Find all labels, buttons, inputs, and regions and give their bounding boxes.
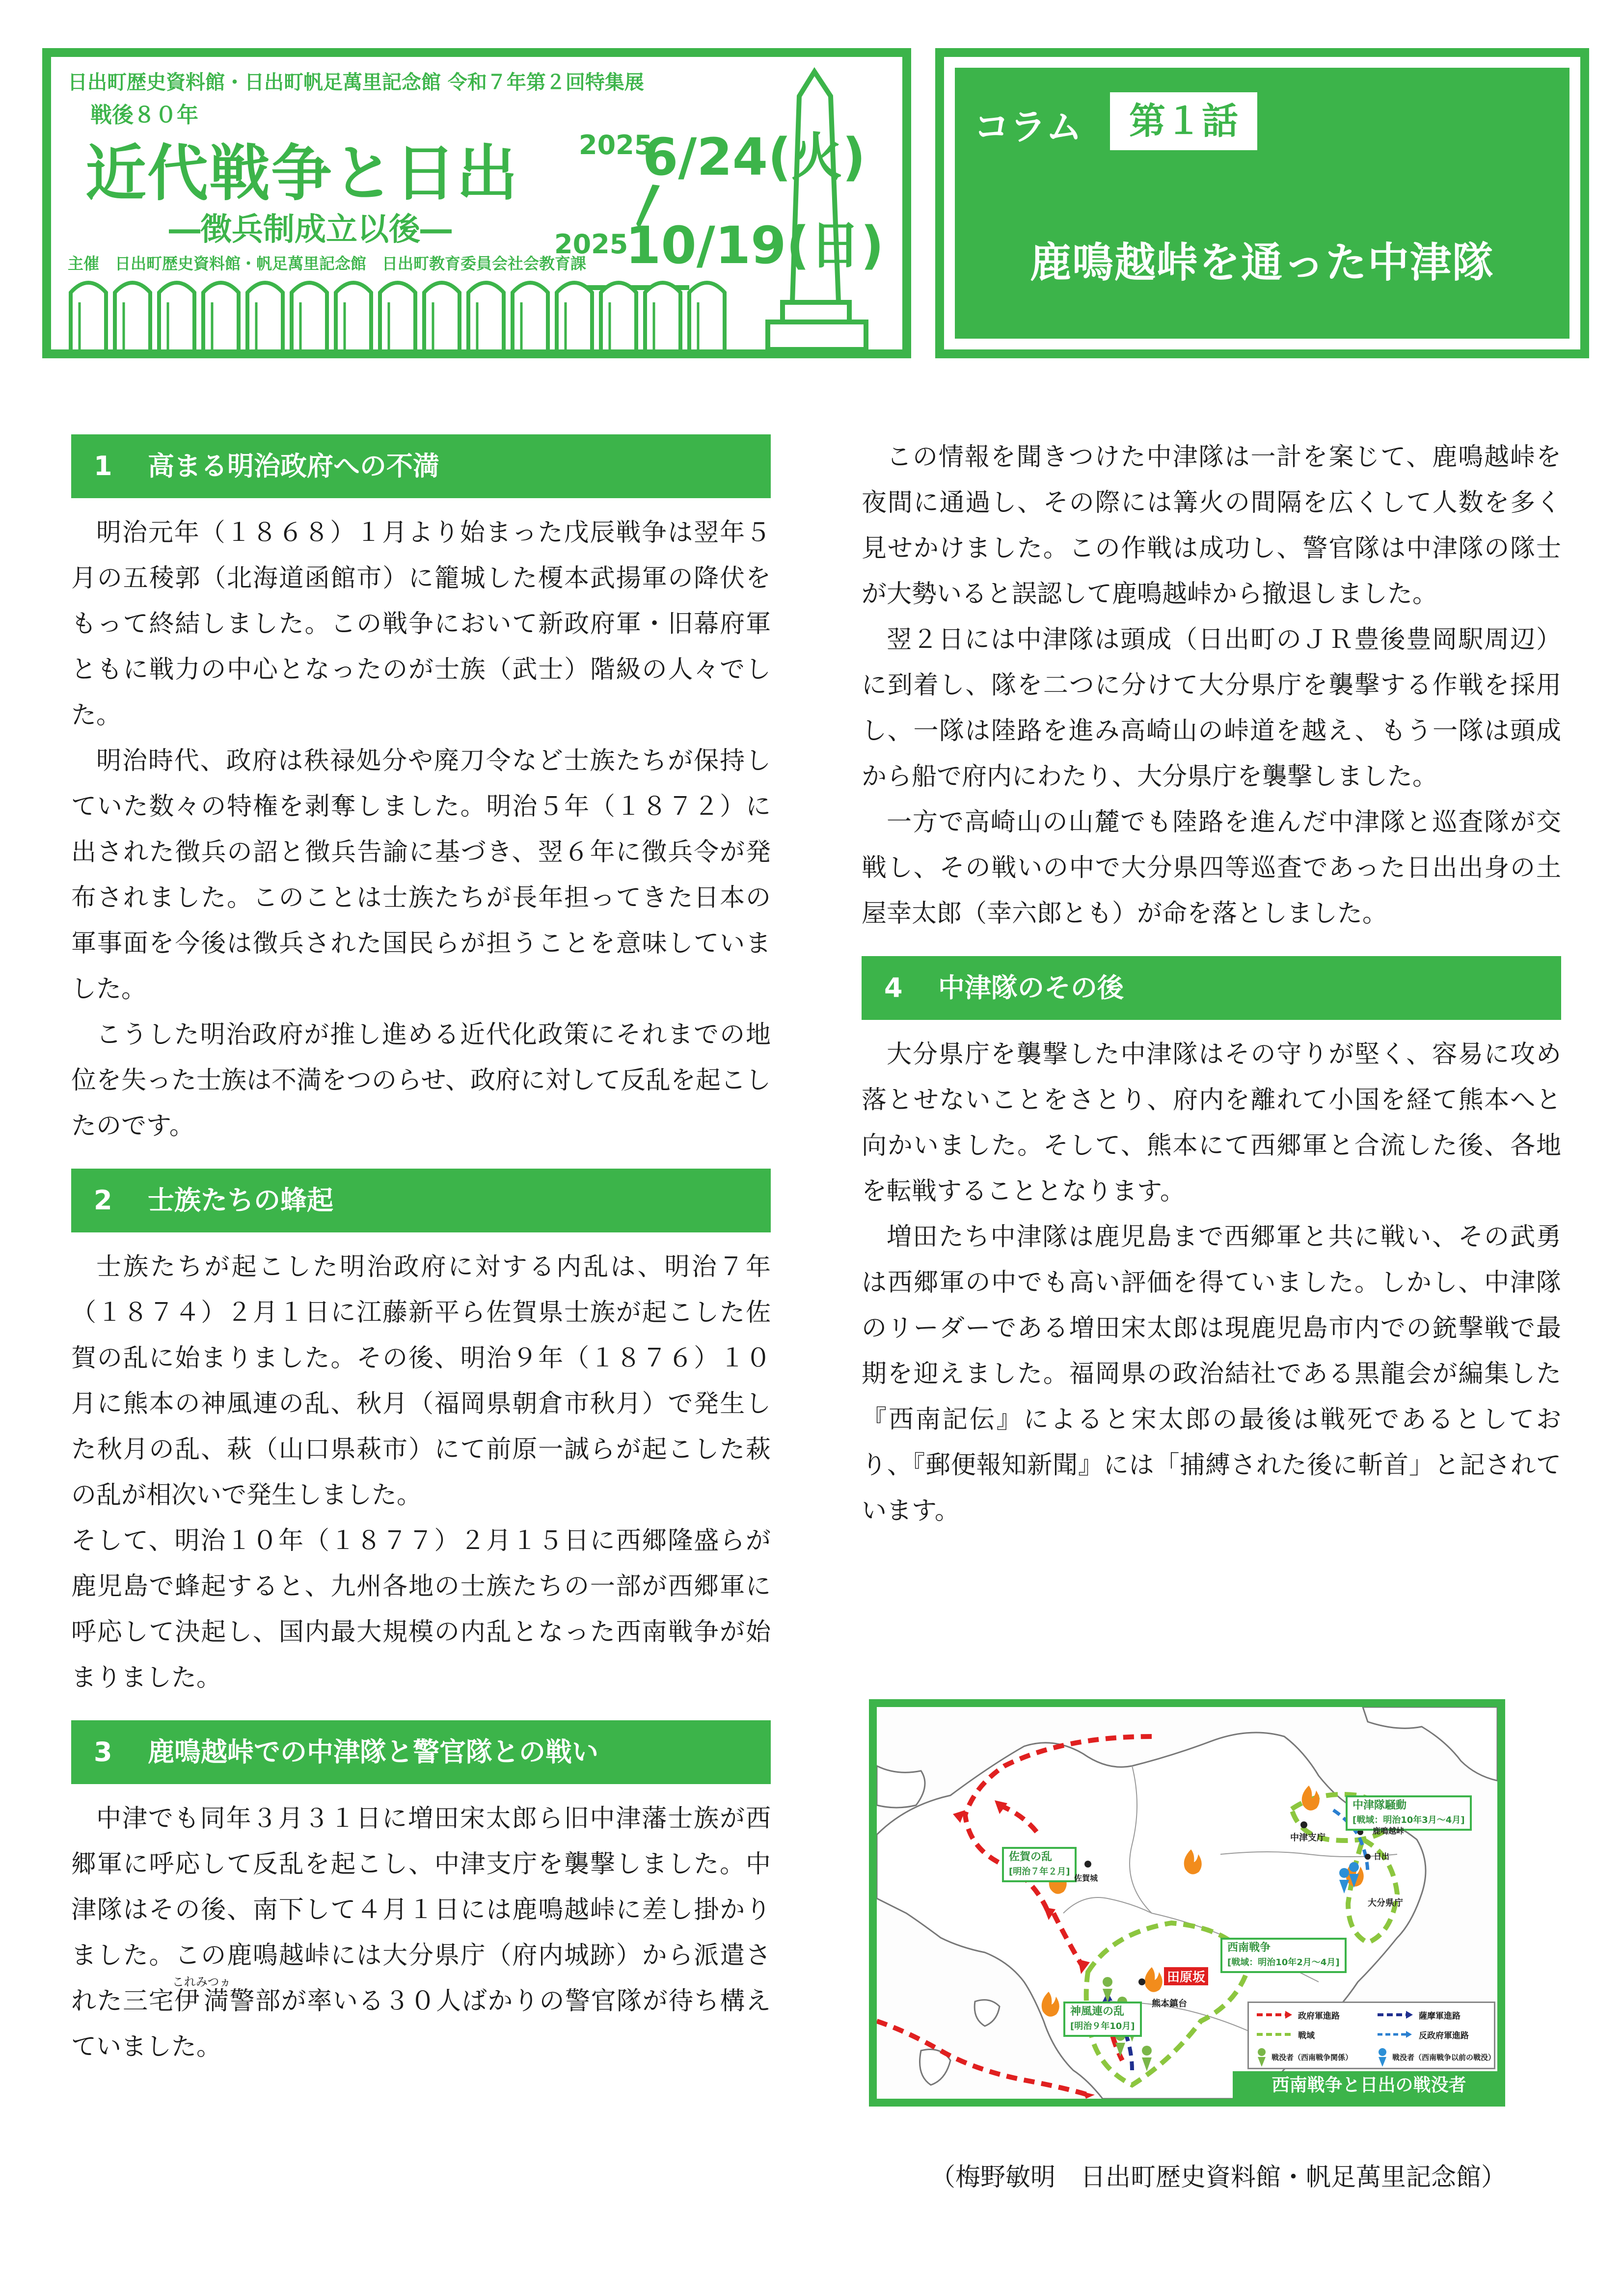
episode-badge: 第１話 (1110, 92, 1257, 150)
left-column (71, 434, 771, 2089)
legend-warzone: 戦域 (1298, 2031, 1315, 2041)
legend-satsuma-route: 薩摩軍進路 (1419, 2011, 1461, 2021)
paragraph: こうした明治政府が推し進める近代化政策にそれまでの地位を失った士族は不満をつのらせ、政府に対して反乱を起こしたのです。 (71, 1020, 771, 1141)
map-label-period: [明治９年10月] (1070, 2021, 1135, 2031)
section-4-heading (862, 956, 1561, 1020)
ruby-name (172, 1975, 231, 2016)
section-title: 士族たちの蜂起 (148, 1185, 333, 1216)
postwar-label: 戦後８０年 (90, 103, 198, 128)
section-number: 3 (94, 1736, 112, 1767)
ruby-text: これみつ (172, 1975, 219, 1989)
paragraph: 士族たちが起こした明治政府に対する内乱は、明治７年（１８７４）２月１日に江藤新平ら佐賀県士族が起こした佐賀の乱に始まりました。その後、明治９年（１８７６）１０月に熊本の神風連の乱、秋月（福岡県朝倉市秋月）で発生した秋月の乱、萩（山口県萩市）にて前原一誠らが起こした萩の乱が相次いで発生しました。 (71, 1253, 771, 1510)
map-caption: 西南戦争と日出の戦没者 (1233, 2071, 1505, 2100)
paragraph: 大分県庁を襲撃した中津隊はその守りが堅く、容易に攻め落とせないことをさとり、府内を離れて小国を経て熊本へと向かいました。そして、熊本にて西郷軍と合流した後、各地を転戦することとなります。 (862, 1040, 1561, 1206)
map-label-title: 神風連の乱 (1070, 2005, 1125, 2018)
right-column (862, 434, 1561, 1553)
start-year: 2025 (579, 130, 653, 160)
map-label-title: 佐賀の乱 (1009, 1851, 1053, 1863)
ruby-reading (172, 1975, 231, 1989)
seinan-war-map (869, 1699, 1505, 2107)
column-tag: コラム (974, 106, 1082, 148)
section-number: 2 (94, 1185, 112, 1216)
section-3-body-continued (862, 434, 1561, 956)
ruby-suffix: ヵ (219, 1975, 231, 1989)
map-place-saga: 佐賀城 (1074, 1873, 1098, 1883)
map-label-title: 中津隊騒動 (1352, 1799, 1407, 1812)
text-run: 中津でも同年３月３１日に増田宋太郎ら旧中津藩士族が西郷軍に呼応して反乱を起こし、中津支庁を襲撃しました。中津隊はその後、南下して４月１日には鹿鳴越峠に差し掛かりました。この鹿鳴越峠には大分県庁（府内城跡）から派遣された三宅 (71, 1804, 771, 2016)
map-place-hiji: 日出 (1374, 1852, 1390, 1861)
paragraph: 明治元年（１８６８）１月より始まった戊辰戦争は翌年５月の五稜郭（北海道函館市）に籠城した榎本武揚軍の降伏をもって終結しました。この戦争において新政府軍・旧幕府軍ともに戦力の中心となったのが士族（武士）階級の人々でした。 (71, 518, 771, 730)
legend-casualty-before: 戦没者（西南戦争以前の戦没） (1392, 2053, 1496, 2062)
map-place-nakatsu: 中津支庁 (1290, 1833, 1325, 1843)
end-date: 10/19(日) (625, 215, 884, 275)
exhibition-subtitle: ―徴兵制成立以後― (169, 212, 452, 248)
map-place-taharazaka: 田原坂 (1164, 1967, 1208, 1985)
exhibition-title: 近代戦争と日出 (85, 138, 519, 209)
paragraph: そして、明治１０年（１８７７）２月１５日に西郷隆盛らが鹿児島で蜂起すると、九州各地の士族たちの一部が西郷軍に呼応して決起し、国内最大規模の内乱となった西南戦争が始まりました。 (71, 1526, 771, 1692)
column-title-panel (955, 68, 1569, 339)
author-credit: （梅野敏明 日出町歴史資料館・帆足萬里記念館） (930, 2163, 1507, 2192)
column-title: 鹿鳴越峠を通った中津隊 (1029, 239, 1494, 287)
legend-casualty-seinan: 戦没者（西南戦争関係） (1271, 2053, 1353, 2062)
map-label-saga-rebellion (1002, 1847, 1077, 1882)
map-label-period: [戦域：明治10年3月～4月] (1352, 1815, 1465, 1825)
end-year: 2025 (554, 229, 628, 260)
exhibition-host: 主催 日出町歴史資料館・帆足萬里記念館 日出町教育委員会社会教育課 (68, 254, 587, 273)
section-2-body (71, 1232, 771, 1720)
section-2-heading (71, 1169, 771, 1232)
section-3-body-start (71, 1784, 771, 2089)
section-4-body (862, 1020, 1561, 1553)
start-date: 6/24(火) (643, 127, 866, 187)
map-label-title: 西南戦争 (1227, 1942, 1271, 1954)
paragraph (71, 1796, 771, 2070)
map-label-shinpuren-rebellion (1063, 2002, 1142, 2037)
map-label-nakatsu-uprising (1346, 1795, 1472, 1831)
section-1-heading (71, 434, 771, 498)
ruby-base: 伊満 (172, 1987, 231, 2016)
legend-government-route: 政府軍進路 (1298, 2011, 1340, 2021)
paragraph: 増田たち中津隊は鹿児島まで西郷軍と共に戦い、その武勇は西郷軍の中でも高い評価を得ていました。しかし、中津隊のリーダーである増田宋太郎は現鹿児島市内での銃撃戦で最期を迎えました。福岡県の政治結社である黒龍会が編集した『西南記伝』によると宋太郎の最後は戦死であるとしており、『郵便報知新聞』には「捕縛された後に斬首」と記されています。 (862, 1223, 1561, 1525)
section-title: 中津隊のその後 (938, 972, 1124, 1003)
map-place-oita: 大分県庁 (1368, 1898, 1403, 1908)
exhibition-organizer-line: 日出町歴史資料館・日出町帆足萬里記念館 令和７年第２回特集展 (68, 71, 644, 94)
column-title-box (935, 48, 1589, 358)
section-title: 鹿鳴越峠での中津隊と警官隊との戦い (148, 1736, 598, 1767)
exhibition-banner (42, 48, 911, 358)
map-label-period: [戦域：明治10年2月～4月] (1227, 1957, 1340, 1968)
section-title: 高まる明治政府への不満 (148, 451, 439, 481)
map-legend (1247, 2002, 1495, 2069)
paragraph: 一方で高崎山の山麓でも陸路を進んだ中津隊と巡査隊が交戦し、その戦いの中で大分県四等巡査であった日出出身の土屋幸太郎（幸六郎とも）が命を落としました。 (862, 808, 1561, 928)
map-label-seinan-war (1220, 1938, 1347, 1973)
section-3-heading (71, 1720, 771, 1784)
map-place-kumamoto: 熊本鎮台 (1152, 1999, 1187, 2009)
map-label-period: [明治７年２月] (1009, 1867, 1070, 1877)
text-run: 警部が率いる３０人ばかりの警官隊が待ち構えていました。 (71, 1987, 771, 2061)
map-place-rokunarigoe: 鹿鳴越峠 (1373, 1826, 1405, 1836)
paragraph: この情報を聞きつけた中津隊は一計を案じて、鹿鳴越峠を夜間に通過し、その際には篝火の間隔を広くして人数を多く見せかけました。この作戦は成功し、警官隊は中津隊の隊士が大勢いると誤認して鹿鳴越峠から撤退しました。 (862, 443, 1561, 609)
legend-rebel-route: 反政府軍進路 (1419, 2031, 1469, 2041)
section-1-body (71, 498, 771, 1169)
section-number: 1 (94, 451, 112, 481)
section-number: 4 (884, 972, 903, 1003)
paragraph: 翌２日には中津隊は頭成（日出町のＪＲ豊後豊岡駅周辺）に到着し、隊を二つに分けて大分県庁を襲撃する作戦を採用し、一隊は陸路を進み高崎山の峠道を越え、もう一隊は頭成から船で府内にわたり、大分県庁を襲撃しました。 (862, 625, 1561, 791)
paragraph: 明治時代、政府は秩禄処分や廃刀令など士族たちが保持していた数々の特権を剥奪しました。明治５年（１８７２）に出された徴兵の詔と徴兵告諭に基づき、翌６年に徴兵令が発布されました。このことは士族たちが長年担ってきた日本の軍事面を今後は徴兵された国民らが担うことを意味していました。 (71, 747, 771, 1004)
